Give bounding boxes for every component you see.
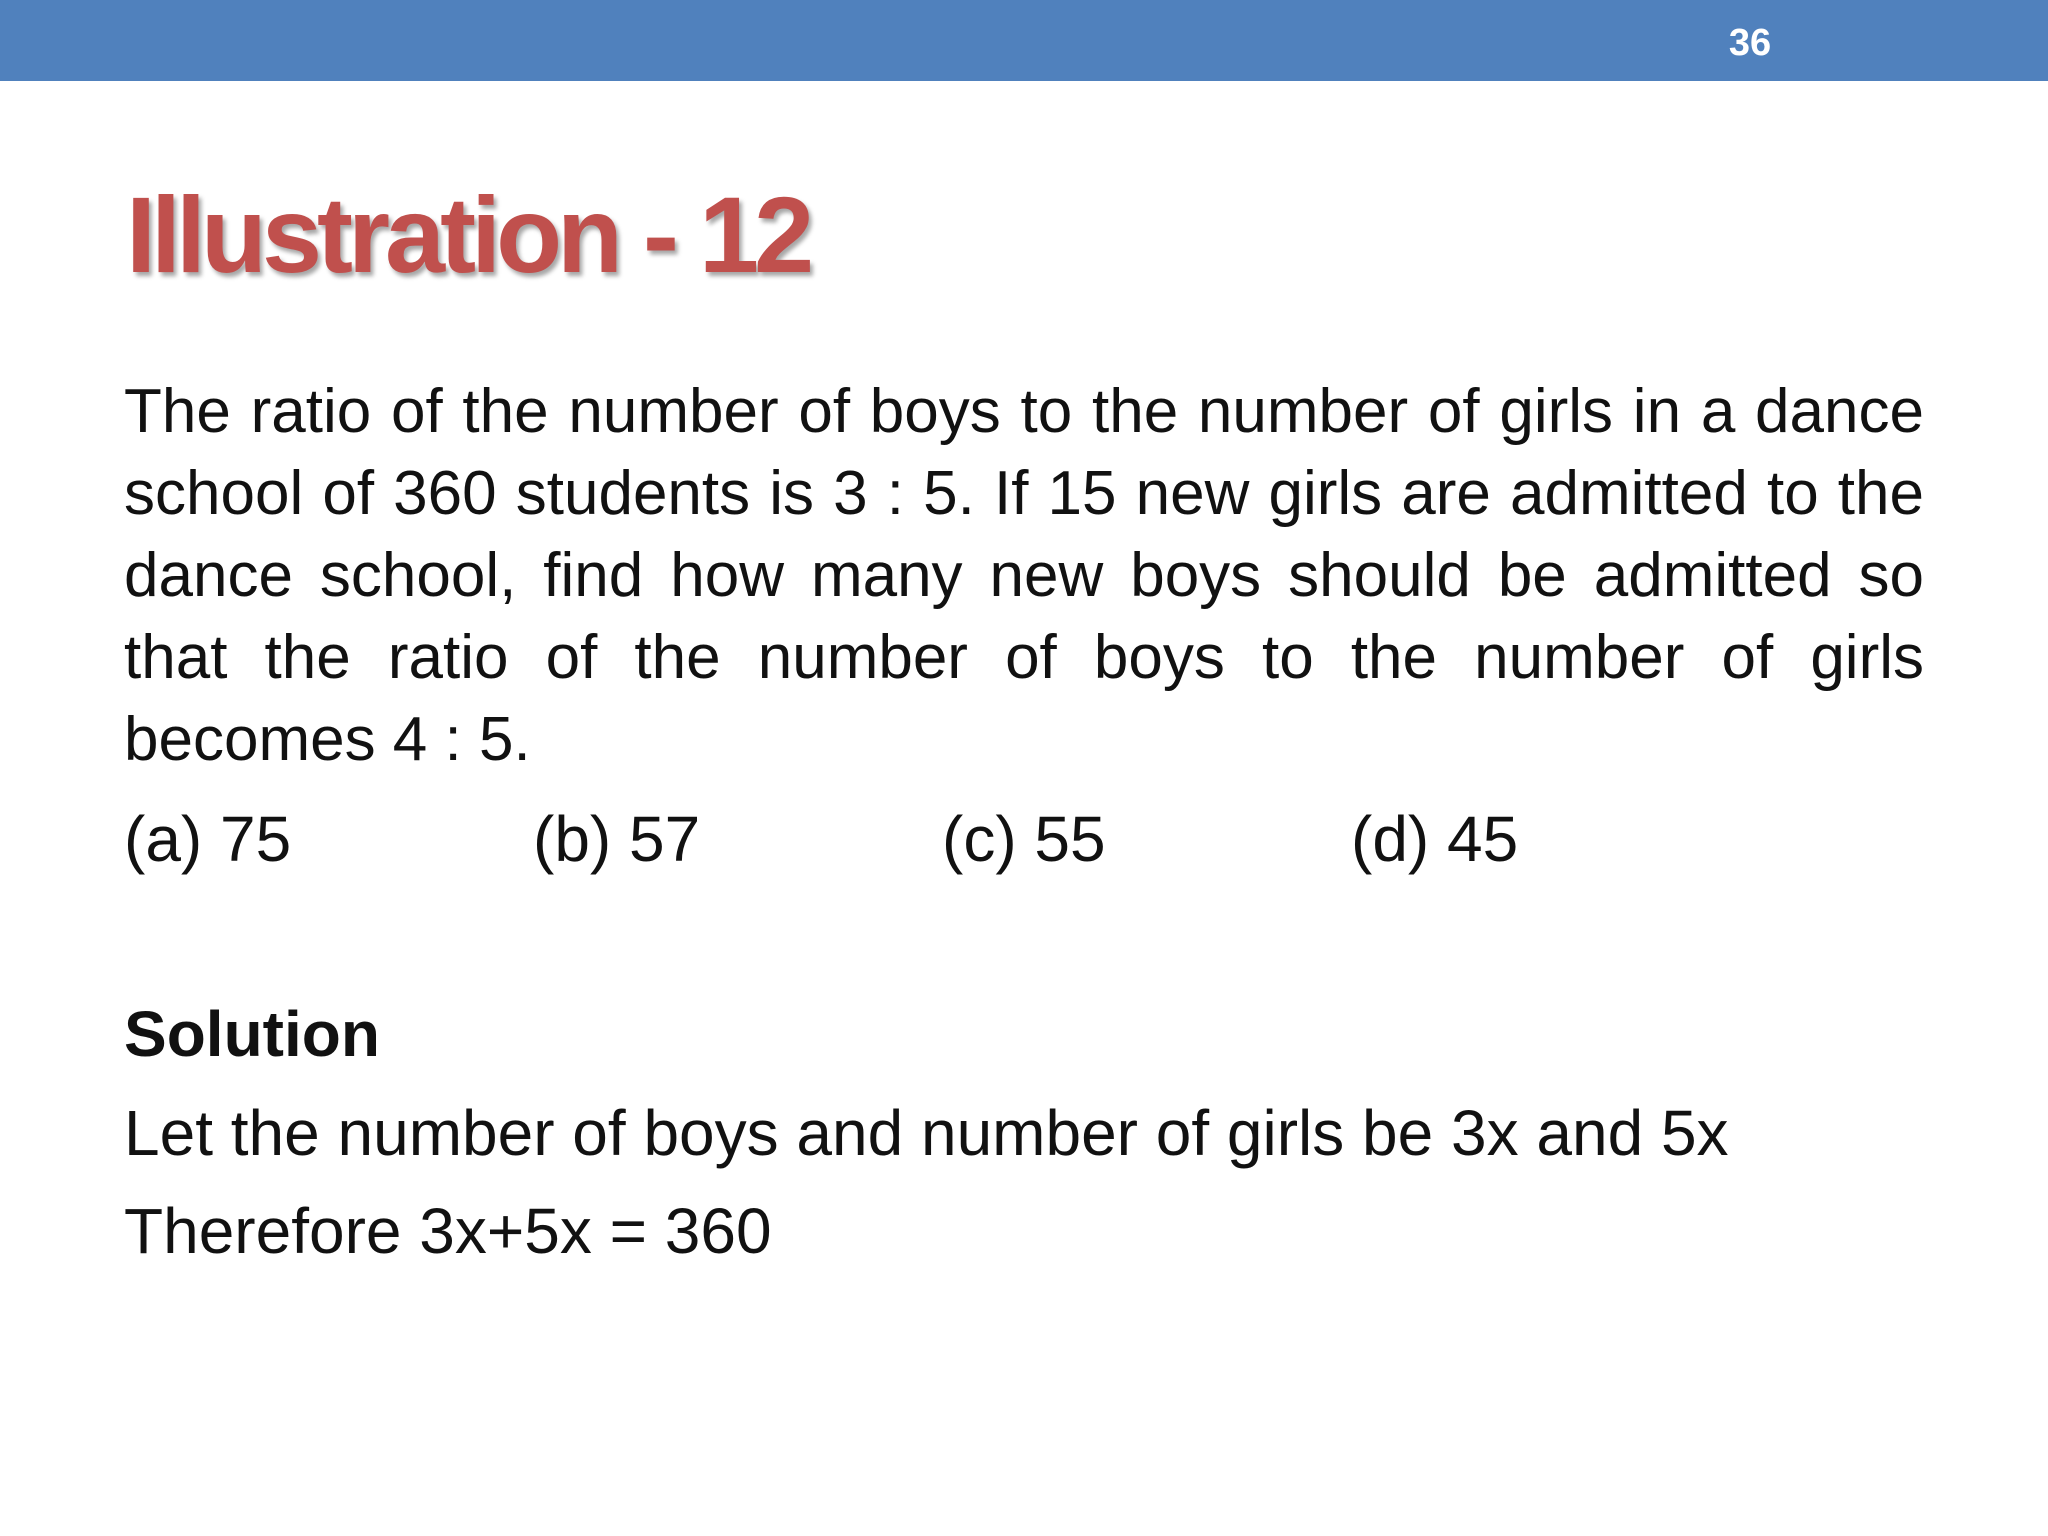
solution-line: Therefore 3x+5x = 360 <box>124 1195 772 1267</box>
option-a: (a) 75 <box>124 803 292 875</box>
solution-heading: Solution <box>124 998 380 1070</box>
option-b: (b) 57 <box>533 803 701 875</box>
solution-line: Let the number of boys and number of girls be 3x and 5x <box>124 1097 1729 1169</box>
problem-text: The ratio of the number of boys to the number of girls in a dance school of 360 students is 3 : 5. If 15 new girls are admitted to the dance school, find how many new boys should be admitted so that the ratio of the number of boys to the number of girls becomes 4 : 5. <box>124 377 1924 774</box>
header-bar <box>0 0 2048 81</box>
slide-title: Illustration - 12 <box>126 174 810 295</box>
option-d: (d) 45 <box>1351 803 1519 875</box>
answer-options <box>124 798 1924 880</box>
slide-number: 36 <box>1728 22 1772 64</box>
option-c: (c) 55 <box>942 803 1106 875</box>
